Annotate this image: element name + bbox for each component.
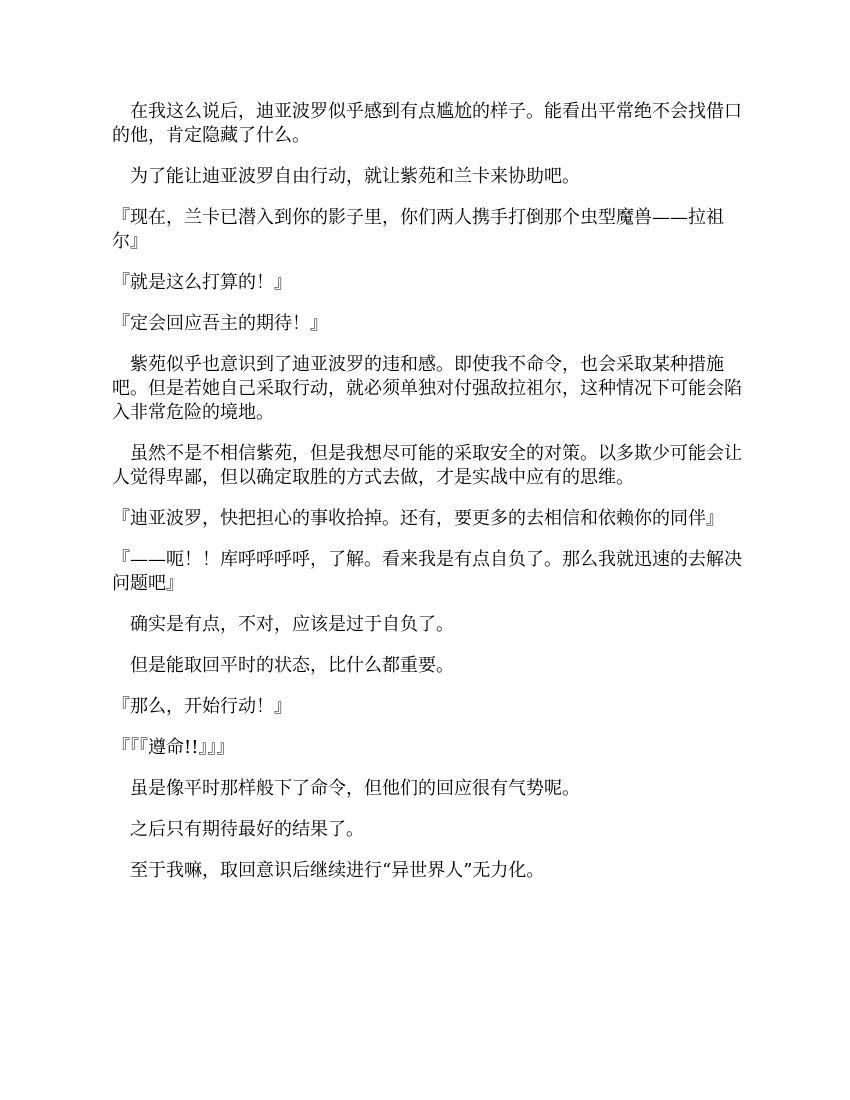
paragraph: 之后只有期待最好的结果了。: [112, 819, 364, 840]
paragraph: 确实是有点，不对，应该是过于自负了。: [112, 614, 454, 635]
dialogue-line: 『迪亚波罗，快把担心的事收拾掉。还有，要更多的去相信和依赖你的同伴』: [112, 508, 724, 529]
paragraph: 虽是像平时那样般下了命令，但他们的回应很有气势呢。: [112, 778, 580, 799]
paragraph: 虽然不是不相信紫苑，但是我想尽可能的采取安全的对策。以多欺少可能会让人觉得卑鄙，但以确定取胜的方式去做，才是实战中应有的思维。: [112, 443, 742, 488]
dialogue-line: 『『『遵命!!』』』: [112, 737, 235, 758]
paragraph: 至于我嘛，取回意识后继续进行“异世界人”无力化。: [112, 860, 545, 881]
paragraph: 紫苑似乎也意识到了迪亚波罗的违和感。即使我不命令，也会采取某种措施吧。但是若她自己采取行动，就必须单独对付强敌拉祖尔，这种情况下可能会陷入非常危险的境地。: [112, 354, 742, 423]
document-body: [112, 100, 748, 900]
paragraph: 但是能取回平时的状态，比什么都重要。: [112, 655, 454, 676]
dialogue-line: 『就是这么打算的！』: [112, 272, 292, 293]
dialogue-line: 『——呃！！库呼呼呼呼，了解。看来我是有点自负了。那么我就迅速的去解决问题吧』: [112, 549, 742, 594]
dialogue-line: 『那么，开始行动！』: [112, 696, 292, 717]
paragraph: 在我这么说后，迪亚波罗似乎感到有点尴尬的样子。能看出平常绝不会找借口的他，肯定隐藏了什么。: [112, 101, 742, 146]
dialogue-line: 『定会回应吾主的期待！』: [112, 313, 328, 334]
dialogue-line: 『现在，兰卡已潜入到你的影子里，你们两人携手打倒那个虫型魔兽——拉祖尔』: [112, 207, 724, 252]
paragraph: 为了能让迪亚波罗自由行动，就让紫苑和兰卡来协助吧。: [112, 166, 580, 187]
